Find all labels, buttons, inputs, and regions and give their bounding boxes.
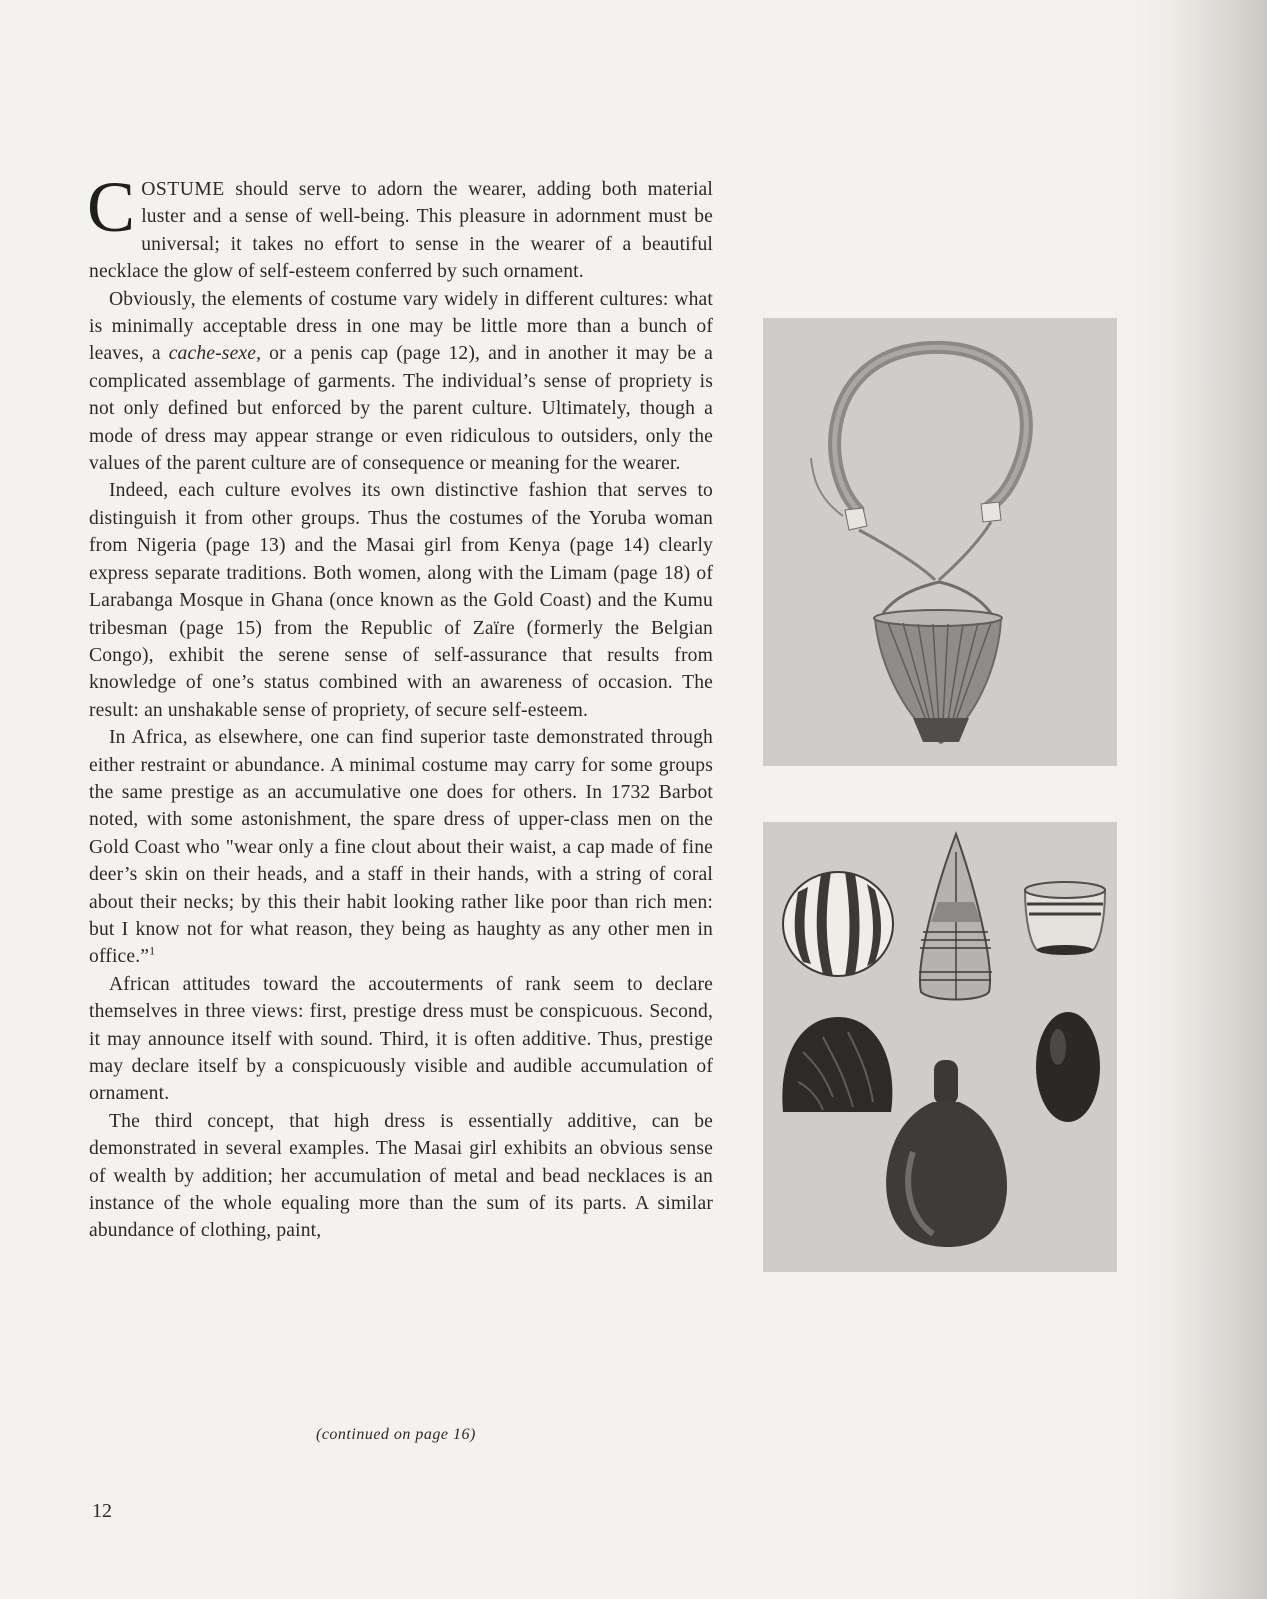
paragraph-2: Obviously, the elements of costume vary widely in different cultures: what is minimally acceptable dress in one may be little more than a bunch of leaves, a cache-sexe, or a penis cap (page 12), and in another it may be a complicated assemblage of garments. The individual’s sense of propriety is not only defined but enforced by the parent culture. Ultimately, though a mode of dress may appear strange or even ridiculous to outsiders, only the values of the parent culture are of consequence or meaning for the wearer. <box>89 288 713 475</box>
paragraph-5: African attitudes toward the accouterments of rank seem to declare themselves in three views: first, prestige dress must be conspicuous. Second, it may announce itself with sound. Third, it is often additive. Thus, prestige may declare itself by a conspicuously visible and audible accumulation of ornament. <box>89 973 713 1105</box>
lead-word: OSTUME <box>141 179 225 200</box>
drop-cap: C <box>87 167 136 247</box>
ornaments-illustration <box>763 822 1117 1272</box>
footnote-marker: 1 <box>149 943 156 958</box>
paragraph-1 <box>87 167 713 286</box>
italic-term: cache-sexe, <box>168 343 262 365</box>
necklace-basket-illustration <box>763 318 1117 766</box>
paragraph-4: In Africa, as elsewhere, one can find superior taste demonstrated through either restraint or abundance. A minimal costume may carry for some groups the same prestige as an accumulative one does for others. In 1732 Barbot noted, with some astonishment, the spare dress of upper-class men on the Gold Coast who "wear only a fine clout about their waist, a cap made of fine deer’s skin on their heads, and a staff in their hands, with a string of coral about their necks; by this their habit looking rather like poor than rich men: but I know not for what reason, they being as haughty as any other men in office.”$^1$ <box>89 727 713 968</box>
photo-necklace-basket <box>763 318 1117 766</box>
paragraph-3: Indeed, each culture evolves its own distinctive fashion that serves to distinguish it from other groups. Thus the costumes of the Yoruba woman from Nigeria (page 13) and the Masai girl from Kenya (page 14) clearly express separate traditions. Both women, along with the Limam (page 18) of Larabanga Mosque in Ghana (once known as the Gold Coast) and the Kumu tribesman (page 15) from the Republic of Zaïre (formerly the Belgian Congo), exhibit the serene sense of self-assurance that results from knowledge of one’s status combined with an awareness of occasion. The result: an unshakable sense of propriety, of secure self-esteem. <box>89 480 713 721</box>
article-body <box>87 167 713 1245</box>
photo-ornaments <box>763 822 1117 1272</box>
continued-note: (continued on page 16) <box>316 1426 476 1443</box>
page-number: 12 <box>92 1500 112 1522</box>
page-gutter-shadow <box>1132 0 1267 1599</box>
paragraph-6: The third concept, that high dress is essentially additive, can be demonstrated in several examples. The Masai girl exhibits an obvious sense of wealth by addition; her accumulation of metal and bead necklaces is an instance of the whole equaling more than the sum of its parts. A similar abundance of clothing, paint, <box>89 1110 713 1242</box>
paragraph-1-text: should serve to adorn the wearer, adding both material luster and a sense of well-being. This pleasure in adornment must be universal; it takes no effort to sense in the wearer of a beautiful necklace the glow of self-esteem conferred by such ornament. <box>89 179 713 283</box>
